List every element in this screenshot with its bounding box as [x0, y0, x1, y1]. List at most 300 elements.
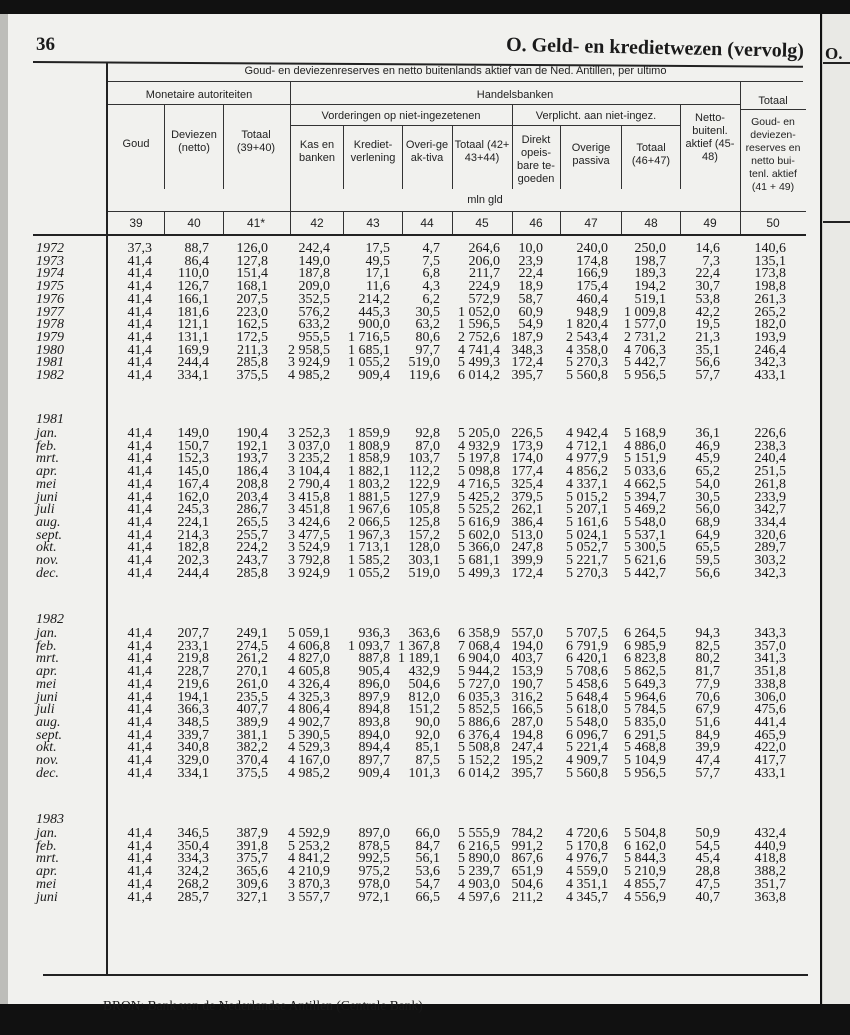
cell-col-45: 5 852,5	[458, 702, 500, 718]
rule	[343, 211, 344, 234]
cell-col-44: 92,0	[415, 727, 440, 743]
chapter-title: O. Geld- en kredietwezen (vervolg)	[505, 33, 805, 62]
column-number: 45	[475, 216, 489, 230]
cell-col-45: 224,9	[468, 279, 500, 295]
cell-col-50: 320,6	[754, 527, 786, 543]
col-header-40: Deviezen (netto)	[171, 129, 217, 154]
cell-col-39: 41,4	[127, 740, 152, 756]
cell-col-42: 4 902,7	[288, 714, 330, 730]
cell-col-50: 465,9	[754, 727, 786, 743]
cell-col-46: 991,2	[511, 838, 543, 854]
row-label: 1974	[36, 266, 64, 282]
cell-col-41: 365,6	[236, 864, 268, 880]
row-label: 1980	[36, 342, 64, 358]
row-label: 1979	[36, 329, 64, 345]
cell-col-46: 513,0	[511, 527, 543, 543]
cell-col-44: 101,3	[408, 765, 440, 781]
cell-col-40: 334,3	[177, 851, 209, 867]
source-note: BRON: Bank van de Nederlandse Antillen (Centrale Bank)	[103, 998, 423, 1013]
cell-col-49: 36,1	[695, 426, 720, 441]
cell-col-48: 6 162,0	[624, 838, 666, 854]
cell-col-45: 5 616,9	[458, 514, 500, 530]
cell-col-43: 909,4	[358, 765, 390, 781]
cell-col-47: 5 458,6	[566, 676, 608, 692]
cell-col-50: 289,7	[754, 540, 786, 556]
bottom-rule	[43, 974, 808, 976]
cell-col-41: 235,5	[236, 689, 268, 705]
cell-col-45: 6 014,2	[458, 368, 500, 383]
cell-col-49: 65,2	[695, 464, 720, 480]
row-label: apr.	[36, 664, 58, 680]
cell-col-45: 4 932,9	[458, 438, 500, 454]
col-header-47: Overige passiva	[571, 142, 611, 167]
cell-col-48: 5 442,7	[624, 565, 666, 581]
col-header-44: Overi-ge ak-tiva	[405, 139, 449, 164]
cell-col-40: 88,7	[184, 241, 209, 256]
cell-col-41: 190,4	[236, 426, 268, 441]
cell-col-44: 80,6	[415, 329, 440, 345]
cell-col-41: 186,4	[236, 464, 268, 480]
cell-col-40: 166,1	[177, 291, 209, 307]
cell-col-42: 3 415,8	[288, 489, 330, 505]
column-number: 50	[766, 216, 780, 230]
cell-col-47: 5 170,8	[566, 838, 608, 854]
cell-col-47: 5 052,7	[566, 540, 608, 556]
cell-col-49: 30,5	[695, 489, 720, 505]
cell-col-39: 41,4	[127, 565, 152, 581]
cell-col-42: 3 037,0	[288, 438, 330, 454]
cell-col-50: 182,0	[754, 317, 786, 333]
cell-col-42: 187,8	[298, 266, 330, 282]
cell-col-40: 346,5	[177, 826, 209, 841]
cell-col-49: 68,9	[695, 514, 720, 530]
rule	[740, 81, 741, 216]
cell-col-43: 1 093,7	[348, 638, 390, 654]
cell-col-43: 894,8	[358, 702, 390, 718]
column-number: 47	[584, 216, 598, 230]
rule	[33, 234, 806, 236]
cell-col-41: 375,7	[236, 851, 268, 867]
cell-col-41: 285,8	[236, 355, 268, 371]
cell-col-40: 202,3	[177, 553, 209, 568]
cell-col-46: 247,4	[511, 740, 543, 756]
cell-col-46: 58,7	[518, 291, 543, 307]
cell-col-41: 162,5	[236, 317, 268, 333]
cell-col-48: 4 556,9	[624, 889, 666, 905]
cell-col-49: 54,5	[695, 838, 720, 854]
row-label: feb.	[36, 638, 57, 654]
cell-col-50: 341,3	[754, 651, 786, 667]
cell-col-47: 5 221,4	[566, 740, 608, 756]
cell-col-42: 3 424,6	[288, 514, 330, 530]
cell-col-50: 388,2	[754, 864, 786, 880]
cell-col-48: 4 855,7	[624, 876, 666, 892]
rule	[823, 62, 850, 64]
cell-col-47: 5 708,6	[566, 664, 608, 680]
cell-col-50: 303,2	[754, 553, 786, 568]
cell-col-47: 2 543,4	[566, 329, 608, 345]
cell-col-49: 77,9	[695, 676, 720, 692]
cell-col-39: 41,4	[127, 438, 152, 454]
cell-col-39: 41,4	[127, 451, 152, 467]
col-header-48: Totaal (46+47)	[631, 142, 671, 167]
rule	[223, 211, 224, 234]
cell-col-40: 207,7	[177, 626, 209, 641]
cell-col-40: 329,0	[177, 753, 209, 768]
cell-col-50: 342,3	[754, 355, 786, 371]
cell-col-47: 240,0	[576, 241, 608, 256]
column-number: 43	[366, 216, 380, 230]
cell-col-43: 897,7	[358, 753, 390, 768]
cell-col-44: 56,1	[415, 851, 440, 867]
cell-col-41: 243,7	[236, 553, 268, 568]
cell-col-40: 224,1	[177, 514, 209, 530]
cell-col-44: 303,1	[408, 553, 440, 568]
cell-col-41: 172,5	[236, 329, 268, 345]
row-label: 1976	[36, 291, 64, 307]
cell-col-47: 4 909,7	[566, 753, 608, 768]
group-vorderingen: Vorderingen op niet-ingezetenen	[321, 110, 481, 122]
cell-col-44: 6,2	[422, 291, 440, 307]
cell-col-46: 23,9	[518, 253, 543, 269]
cell-col-50: 418,8	[754, 851, 786, 867]
cell-col-40: 167,4	[177, 476, 209, 492]
cell-col-40: 86,4	[184, 253, 209, 269]
cell-col-50: 343,3	[754, 626, 786, 641]
column-number: 49	[703, 216, 717, 230]
cell-col-42: 3 924,9	[288, 355, 330, 371]
cell-col-47: 6 096,7	[566, 727, 608, 743]
cell-col-50: 342,3	[754, 565, 786, 581]
cell-col-48: 5 210,9	[624, 864, 666, 880]
cell-col-43: 1 713,1	[348, 540, 390, 556]
cell-col-41: 261,0	[236, 676, 268, 692]
cell-col-43: 1 882,1	[348, 464, 390, 480]
cell-col-48: 5 151,9	[624, 451, 666, 467]
cell-col-46: 172,4	[511, 565, 543, 581]
column-number: 42	[310, 216, 324, 230]
cell-col-40: 219,6	[177, 676, 209, 692]
row-label: juni	[36, 489, 58, 505]
cell-col-42: 3 451,8	[288, 502, 330, 518]
cell-col-42: 5 059,1	[288, 626, 330, 641]
cell-col-42: 242,4	[298, 241, 330, 256]
cell-col-47: 4 976,7	[566, 851, 608, 867]
unit-label: mln gld	[467, 194, 503, 206]
cell-col-45: 5 499,3	[458, 355, 500, 371]
cell-col-39: 41,4	[127, 753, 152, 768]
cell-col-49: 28,8	[695, 864, 720, 880]
cell-col-43: 2 066,5	[348, 514, 390, 530]
cell-col-39: 41,4	[127, 626, 152, 641]
cell-col-40: 131,1	[177, 329, 209, 345]
cell-col-42: 4 326,4	[288, 676, 330, 692]
page-edge	[0, 14, 8, 1004]
cell-col-41: 255,7	[236, 527, 268, 543]
cell-col-41: 211,3	[237, 342, 268, 358]
cell-col-49: 53,8	[695, 291, 720, 307]
cell-col-49: 81,7	[695, 664, 720, 680]
cell-col-43: 894,0	[358, 727, 390, 743]
cell-col-45: 5 239,7	[458, 864, 500, 880]
cell-col-44: 103,7	[408, 451, 440, 467]
cell-col-39: 41,4	[127, 702, 152, 718]
cell-col-43: 1 716,5	[348, 329, 390, 345]
cell-col-47: 4 720,6	[566, 826, 608, 841]
cell-col-47: 5 618,0	[566, 702, 608, 718]
cell-col-48: 5 862,5	[624, 664, 666, 680]
row-label: nov.	[36, 753, 59, 768]
cell-col-40: 181,6	[177, 304, 209, 320]
cell-col-47: 4 345,7	[566, 889, 608, 905]
cell-col-42: 5 390,5	[288, 727, 330, 743]
cell-col-48: 5 442,7	[624, 355, 666, 371]
cell-col-49: 80,2	[695, 651, 720, 667]
row-label: okt.	[36, 540, 57, 556]
cell-col-49: 19,5	[695, 317, 720, 333]
cell-col-43: 909,4	[358, 368, 390, 383]
table-row	[8, 767, 820, 782]
cell-col-45: 5 499,3	[458, 565, 500, 581]
cell-col-45: 2 752,6	[458, 329, 500, 345]
cell-col-40: 110,0	[178, 266, 209, 282]
cell-col-41: 309,6	[236, 876, 268, 892]
cell-col-41: 375,5	[236, 368, 268, 383]
rule	[512, 211, 513, 234]
cell-col-42: 955,5	[298, 329, 330, 345]
cell-col-45: 7 068,4	[458, 638, 500, 654]
cell-col-41: 208,8	[236, 476, 268, 492]
cell-col-48: 198,7	[634, 253, 666, 269]
cell-col-40: 194,1	[177, 689, 209, 705]
cell-col-39: 41,4	[127, 826, 152, 841]
cell-col-49: 57,7	[695, 765, 720, 781]
cell-col-49: 57,7	[695, 368, 720, 383]
cell-col-46: 60,9	[518, 304, 543, 320]
cell-col-46: 166,5	[511, 702, 543, 718]
cell-col-42: 3 104,4	[288, 464, 330, 480]
cell-col-39: 41,4	[127, 876, 152, 892]
cell-col-43: 1 585,2	[348, 553, 390, 568]
rule	[290, 211, 291, 234]
cell-col-43: 887,8	[358, 651, 390, 667]
cell-col-48: 5 033,6	[624, 464, 666, 480]
cell-col-42: 4 841,2	[288, 851, 330, 867]
cell-col-43: 11,6	[366, 279, 390, 295]
adjacent-page-title: O.	[825, 44, 843, 63]
cell-col-44: 66,0	[415, 826, 440, 841]
row-label: mei	[36, 876, 57, 892]
cell-col-45: 206,0	[468, 253, 500, 269]
cell-col-45: 6 904,0	[458, 651, 500, 667]
cell-col-46: 174,0	[511, 451, 543, 467]
cell-col-43: 1 858,9	[348, 451, 390, 467]
cell-col-48: 5 104,9	[624, 753, 666, 768]
cell-col-41: 192,1	[236, 438, 268, 454]
row-label: 1972	[36, 241, 64, 256]
cell-col-41: 286,7	[236, 502, 268, 518]
cell-col-50: 475,6	[754, 702, 786, 718]
cell-col-47: 174,8	[576, 253, 608, 269]
cell-col-44: 92,8	[415, 426, 440, 441]
cell-col-50: 265,2	[754, 304, 786, 320]
cell-col-48: 5 956,5	[624, 765, 666, 781]
col-header-50: Goud- en deviezen-reserves en netto bui-tenl. aktief (41 + 49)	[745, 116, 801, 193]
cell-col-43: 1 055,2	[348, 565, 390, 581]
cell-col-46: 211,2	[512, 889, 543, 905]
cell-col-45: 4 903,0	[458, 876, 500, 892]
cell-col-48: 5 469,2	[624, 502, 666, 518]
row-label: 1977	[36, 304, 64, 320]
cell-col-43: 900,0	[358, 317, 390, 333]
cell-col-39: 41,4	[127, 514, 152, 530]
cell-col-42: 3 252,3	[288, 426, 330, 441]
cell-col-39: 41,4	[127, 527, 152, 543]
cell-col-45: 5 197,8	[458, 451, 500, 467]
cell-col-46: 173,9	[511, 438, 543, 454]
cell-col-45: 6 358,9	[458, 626, 500, 641]
column-number: 46	[529, 216, 543, 230]
adjacent-page-edge	[822, 14, 850, 1004]
cell-col-45: 5 508,8	[458, 740, 500, 756]
cell-col-39: 41,4	[127, 253, 152, 269]
cell-col-39: 41,4	[127, 676, 152, 692]
cell-col-39: 41,4	[127, 291, 152, 307]
cell-col-43: 17,1	[365, 266, 390, 282]
cell-col-44: 90,0	[415, 714, 440, 730]
cell-col-50: 351,8	[754, 664, 786, 680]
cell-col-45: 1 596,5	[458, 317, 500, 333]
cell-col-49: 54,0	[695, 476, 720, 492]
cell-col-43: 894,4	[358, 740, 390, 756]
cell-col-49: 82,5	[695, 638, 720, 654]
row-label: mei	[36, 676, 57, 692]
cell-col-48: 5 844,3	[624, 851, 666, 867]
cell-col-43: 1 803,2	[348, 476, 390, 492]
cell-col-46: 18,9	[518, 279, 543, 295]
cell-col-44: 127,9	[408, 489, 440, 505]
cell-col-47: 5 015,2	[566, 489, 608, 505]
cell-col-50: 226,6	[754, 426, 786, 441]
cell-col-40: 366,3	[177, 702, 209, 718]
cell-col-43: 1 859,9	[348, 426, 390, 441]
cell-col-45: 5 681,1	[458, 553, 500, 568]
cell-col-47: 6 420,1	[566, 651, 608, 667]
cell-col-46: 557,0	[511, 626, 543, 641]
cell-col-48: 5 168,9	[624, 426, 666, 441]
cell-col-48: 6 264,5	[624, 626, 666, 641]
cell-col-50: 240,4	[754, 451, 786, 467]
col-header-45: Totaal (42+ 43+44)	[454, 139, 510, 164]
cell-col-48: 5 548,0	[624, 514, 666, 530]
cell-col-45: 4 597,6	[458, 889, 500, 905]
cell-col-39: 41,4	[127, 426, 152, 441]
cell-col-50: 334,4	[754, 514, 786, 530]
cell-col-41: 327,1	[236, 889, 268, 905]
cell-col-50: 261,3	[754, 291, 786, 307]
cell-col-46: 54,9	[518, 317, 543, 333]
rule	[108, 211, 806, 212]
cell-col-41: 285,8	[236, 565, 268, 581]
cell-col-49: 56,0	[695, 502, 720, 518]
row-label: juli	[36, 502, 55, 518]
cell-col-44: 105,8	[408, 502, 440, 518]
cell-col-47: 5 161,6	[566, 514, 608, 530]
cell-col-48: 4 706,3	[624, 342, 666, 358]
cell-col-39: 41,4	[127, 664, 152, 680]
cell-col-40: 350,4	[177, 838, 209, 854]
cell-col-50: 441,4	[754, 714, 786, 730]
row-label: jan.	[36, 826, 58, 841]
row-label: dec.	[36, 565, 59, 581]
cell-col-39: 41,4	[127, 355, 152, 371]
rule	[108, 81, 803, 82]
cell-col-42: 2 958,5	[288, 342, 330, 358]
cell-col-44: 53,6	[415, 864, 440, 880]
cell-col-40: 169,9	[177, 342, 209, 358]
cell-col-43: 1 055,2	[348, 355, 390, 371]
cell-col-45: 6 014,2	[458, 765, 500, 781]
cell-col-47: 5 560,8	[566, 368, 608, 383]
cell-col-44: 66,5	[415, 889, 440, 905]
cell-col-44: 128,0	[408, 540, 440, 556]
cell-col-47: 5 270,3	[566, 355, 608, 371]
cell-col-42: 352,5	[298, 291, 330, 307]
cell-col-42: 3 524,9	[288, 540, 330, 556]
row-label: 1975	[36, 279, 64, 295]
cell-col-39: 41,4	[127, 765, 152, 781]
cell-col-45: 264,6	[468, 241, 500, 256]
row-label: 1981	[36, 355, 64, 371]
cell-col-49: 51,6	[695, 714, 720, 730]
cell-col-40: 244,4	[177, 355, 209, 371]
cell-col-47: 4 856,2	[566, 464, 608, 480]
cell-col-42: 4 827,0	[288, 651, 330, 667]
cell-col-45: 5 886,6	[458, 714, 500, 730]
cell-col-50: 363,8	[754, 889, 786, 905]
cell-col-41: 151,4	[236, 266, 268, 282]
cell-col-48: 6 985,9	[624, 638, 666, 654]
cell-col-41: 127,8	[236, 253, 268, 269]
row-label: 1978	[36, 317, 64, 333]
cell-col-47: 5 207,1	[566, 502, 608, 518]
cell-col-39: 41,4	[127, 727, 152, 743]
cell-col-49: 30,7	[695, 279, 720, 295]
cell-col-41: 168,1	[236, 279, 268, 295]
cell-col-44: 54,7	[415, 876, 440, 892]
cell-col-48: 5 504,8	[624, 826, 666, 841]
cell-col-48: 5 835,0	[624, 714, 666, 730]
cell-col-46: 504,6	[511, 876, 543, 892]
cell-col-39: 41,4	[127, 266, 152, 282]
cell-col-43: 896,0	[358, 676, 390, 692]
cell-col-43: 897,0	[358, 826, 390, 841]
cell-col-42: 4 325,3	[288, 689, 330, 705]
cell-col-46: 379,5	[511, 489, 543, 505]
cell-col-44: 504,6	[408, 676, 440, 692]
cell-col-43: 1 685,1	[348, 342, 390, 358]
cell-col-47: 166,9	[576, 266, 608, 282]
cell-col-42: 633,2	[298, 317, 330, 333]
cell-col-48: 5 300,5	[624, 540, 666, 556]
cell-col-41: 203,4	[236, 489, 268, 505]
cell-col-42: 3 870,3	[288, 876, 330, 892]
row-label: mrt.	[36, 851, 59, 867]
cell-col-50: 193,9	[754, 329, 786, 345]
cell-col-49: 21,3	[695, 329, 720, 345]
cell-col-45: 5 098,8	[458, 464, 500, 480]
cell-col-39: 41,4	[127, 502, 152, 518]
